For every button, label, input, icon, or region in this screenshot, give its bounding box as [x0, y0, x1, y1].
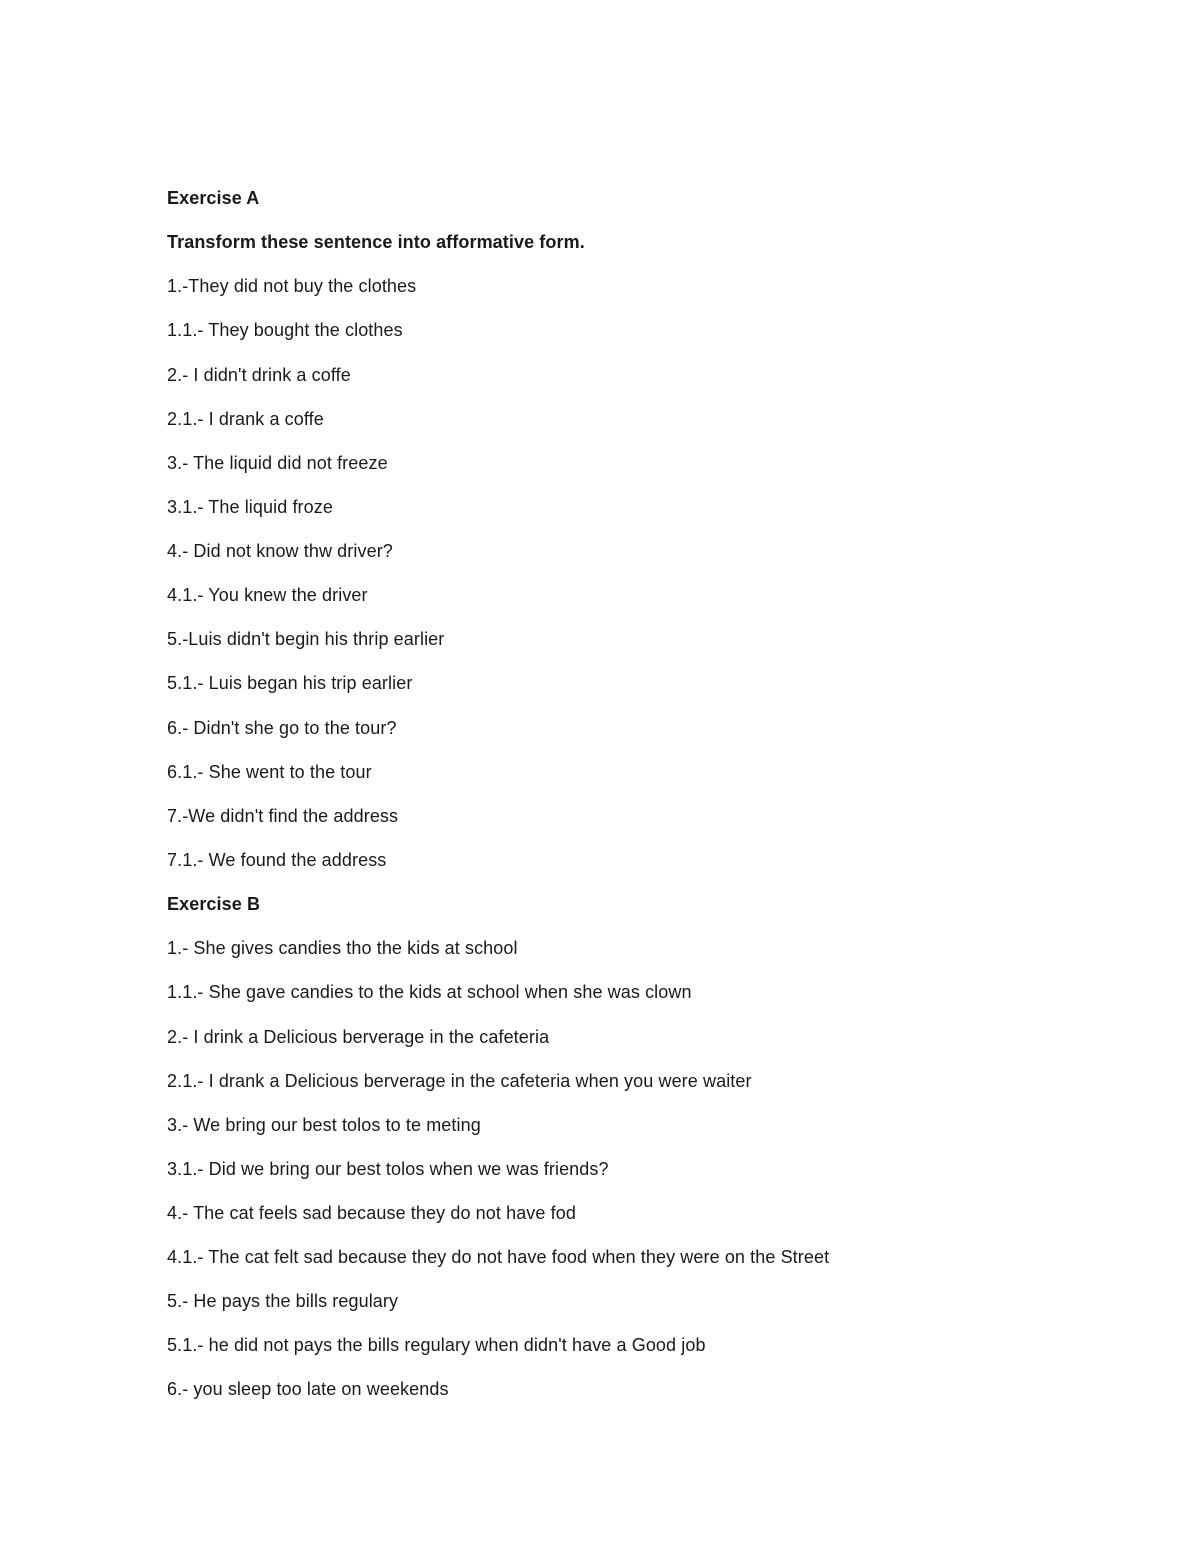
exercise-b-line: 5.- He pays the bills regulary [167, 1291, 399, 1311]
exercise-a-line: 2.- I didn't drink a coffe [167, 365, 351, 385]
exercise-a-line: 1.-They did not buy the clothes [167, 276, 417, 296]
exercise-b-line: 1.- She gives candies tho the kids at school [167, 938, 518, 958]
exercise-a-line: 7.1.- We found the address [167, 850, 387, 870]
exercise-b-line: 2.1.- I drank a Delicious berverage in the cafeteria when you were waiter [167, 1071, 752, 1091]
exercise-a-line: 3.1.- The liquid froze [167, 497, 333, 517]
exercise-b-line: 3.- We bring our best tolos to te meting [167, 1115, 481, 1135]
exercise-a-heading: Exercise A [167, 188, 260, 208]
exercise-a-line: 1.1.- They bought the clothes [167, 320, 403, 340]
exercise-a-line: 2.1.- I drank a coffe [167, 409, 324, 429]
exercise-b-line: 6.- you sleep too late on weekends [167, 1379, 449, 1399]
exercise-a-instruction: Transform these sentence into afformative form. [167, 232, 585, 252]
exercise-b-line: 3.1.- Did we bring our best tolos when we was friends? [167, 1159, 609, 1179]
exercise-a-line: 3.- The liquid did not freeze [167, 453, 388, 473]
exercise-a-line: 5.1.- Luis began his trip earlier [167, 673, 413, 693]
exercise-a-line: 6.- Didn't she go to the tour? [167, 718, 397, 738]
exercise-b-line: 1.1.- She gave candies to the kids at school when she was clown [167, 982, 692, 1002]
exercise-b-line: 4.- The cat feels sad because they do not have fod [167, 1203, 576, 1223]
exercise-a-line: 5.-Luis didn't begin his thrip earlier [167, 629, 445, 649]
exercise-b-line: 5.1.- he did not pays the bills regulary when didn't have a Good job [167, 1335, 706, 1355]
exercise-b-line: 4.1.- The cat felt sad because they do not have food when they were on the Street [167, 1247, 830, 1267]
exercise-a-line: 4.- Did not know thw driver? [167, 541, 393, 561]
exercise-a-line: 6.1.- She went to the tour [167, 762, 372, 782]
exercise-a-line: 7.-We didn't find the address [167, 806, 399, 826]
exercise-b-line: 2.- I drink a Delicious berverage in the cafeteria [167, 1027, 550, 1047]
exercise-b-heading: Exercise B [167, 894, 261, 914]
exercise-a-line: 4.1.- You knew the driver [167, 585, 368, 605]
